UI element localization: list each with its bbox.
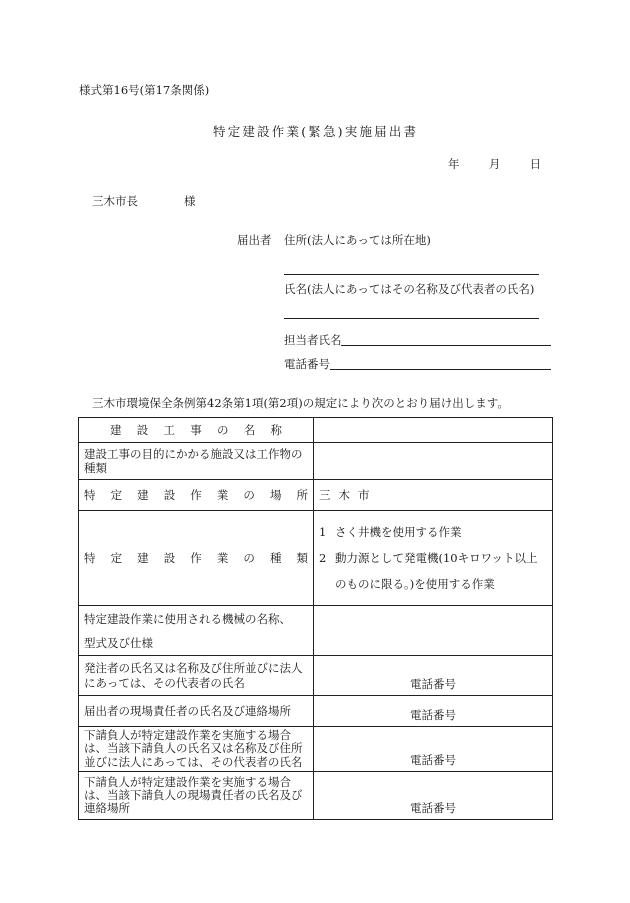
form-number: 様式第16号(第17条関係) <box>79 83 210 97</box>
phone-label: 電話番号 <box>284 357 330 371</box>
statement-text: 三木市環境保全条例第42条第1項(第2項)の規定により次のとおり届け出します。 <box>92 396 509 410</box>
work-type-label: 特 定 建 設 作 業 の 種 類 <box>79 511 314 606</box>
table-row-construction-name <box>79 418 553 443</box>
subcontractor-phone-label: 電話番号 <box>410 753 456 767</box>
subcontractor-manager-value[interactable] <box>314 772 553 820</box>
page-title: 特定建設作業(緊急)実施届出書 <box>213 124 419 139</box>
option-text: さく井機を使用する作業 <box>335 525 462 539</box>
orderer-label: 発注者の氏名又は名称及び住所並びに法人にあっては、その代表者の氏名 <box>79 656 314 696</box>
contact-person-underline <box>341 345 551 346</box>
applicant-label: 届出者 <box>237 233 272 247</box>
facility-type-value[interactable] <box>314 443 553 480</box>
subcontractor-label: 下請負人が特定建設作業を実施する場合は、当該下請負人の氏名又は名称及び住所並びに法人にあっては、その代表者の氏名 <box>79 727 314 772</box>
option-number: 2 <box>319 551 327 565</box>
work-location-value: 三 木 市 <box>314 480 553 511</box>
construction-name-label: 建 設 工 事 の 名 称 <box>79 418 314 443</box>
address-underline <box>284 274 539 275</box>
table-row-site-manager <box>79 696 553 727</box>
subcontractor-manager-label: 下請負人が特定建設作業を実施する場合は、当該下請負人の現場責任者の氏名及び連絡場所 <box>79 772 314 820</box>
subcontractor-value[interactable] <box>314 727 553 772</box>
machinery-label: 特定建設作業に使用される機械の名称、 型式及び仕様 <box>79 606 314 656</box>
table-row-facility-type <box>79 443 553 480</box>
name-underline <box>284 318 539 319</box>
phone-underline <box>330 369 551 370</box>
work-type-option-1[interactable] <box>319 519 547 545</box>
work-location-label: 特 定 建 設 作 業 の 場 所 <box>79 480 314 511</box>
name-label: 氏名(法人にあってはその名称及び代表者の氏名) <box>284 282 535 296</box>
option-text: 動力源として発電機(10キロワット以上 <box>335 551 538 565</box>
notification-table <box>78 417 553 820</box>
table-row-machinery <box>79 606 553 656</box>
table-row-orderer <box>79 656 553 696</box>
facility-type-label: 建設工事の目的にかかる施設又は工作物の種類 <box>79 443 314 480</box>
site-manager-value[interactable] <box>314 696 553 727</box>
table-row-work-location <box>79 480 553 511</box>
work-type-value <box>314 511 553 606</box>
option-number: 1 <box>319 525 327 539</box>
date-line <box>448 156 541 172</box>
work-type-option-2[interactable] <box>319 545 547 571</box>
address-label: 住所(法人にあっては所在地) <box>284 233 431 247</box>
construction-name-value[interactable] <box>314 418 553 443</box>
subcontractor-manager-phone-label: 電話番号 <box>410 801 456 815</box>
table-row-subcontractor <box>79 727 553 772</box>
table-row-work-type <box>79 511 553 606</box>
table-row-subcontractor-manager <box>79 772 553 820</box>
orderer-value[interactable] <box>314 656 553 696</box>
addressee-honorific: 様 <box>184 194 196 208</box>
month-label: 月 <box>488 157 501 171</box>
orderer-phone-label: 電話番号 <box>410 677 456 691</box>
machinery-value[interactable] <box>314 606 553 656</box>
option-text-continued: のものに限る。)を使用する作業 <box>335 577 495 591</box>
year-label: 年 <box>448 157 460 171</box>
contact-person-label: 担当者氏名 <box>284 333 342 347</box>
addressee-name: 三木市長 <box>92 194 138 208</box>
day-label: 日 <box>529 157 542 171</box>
site-manager-label: 届出者の現場責任者の氏名及び連絡場所 <box>79 696 314 727</box>
site-manager-phone-label: 電話番号 <box>410 708 456 722</box>
